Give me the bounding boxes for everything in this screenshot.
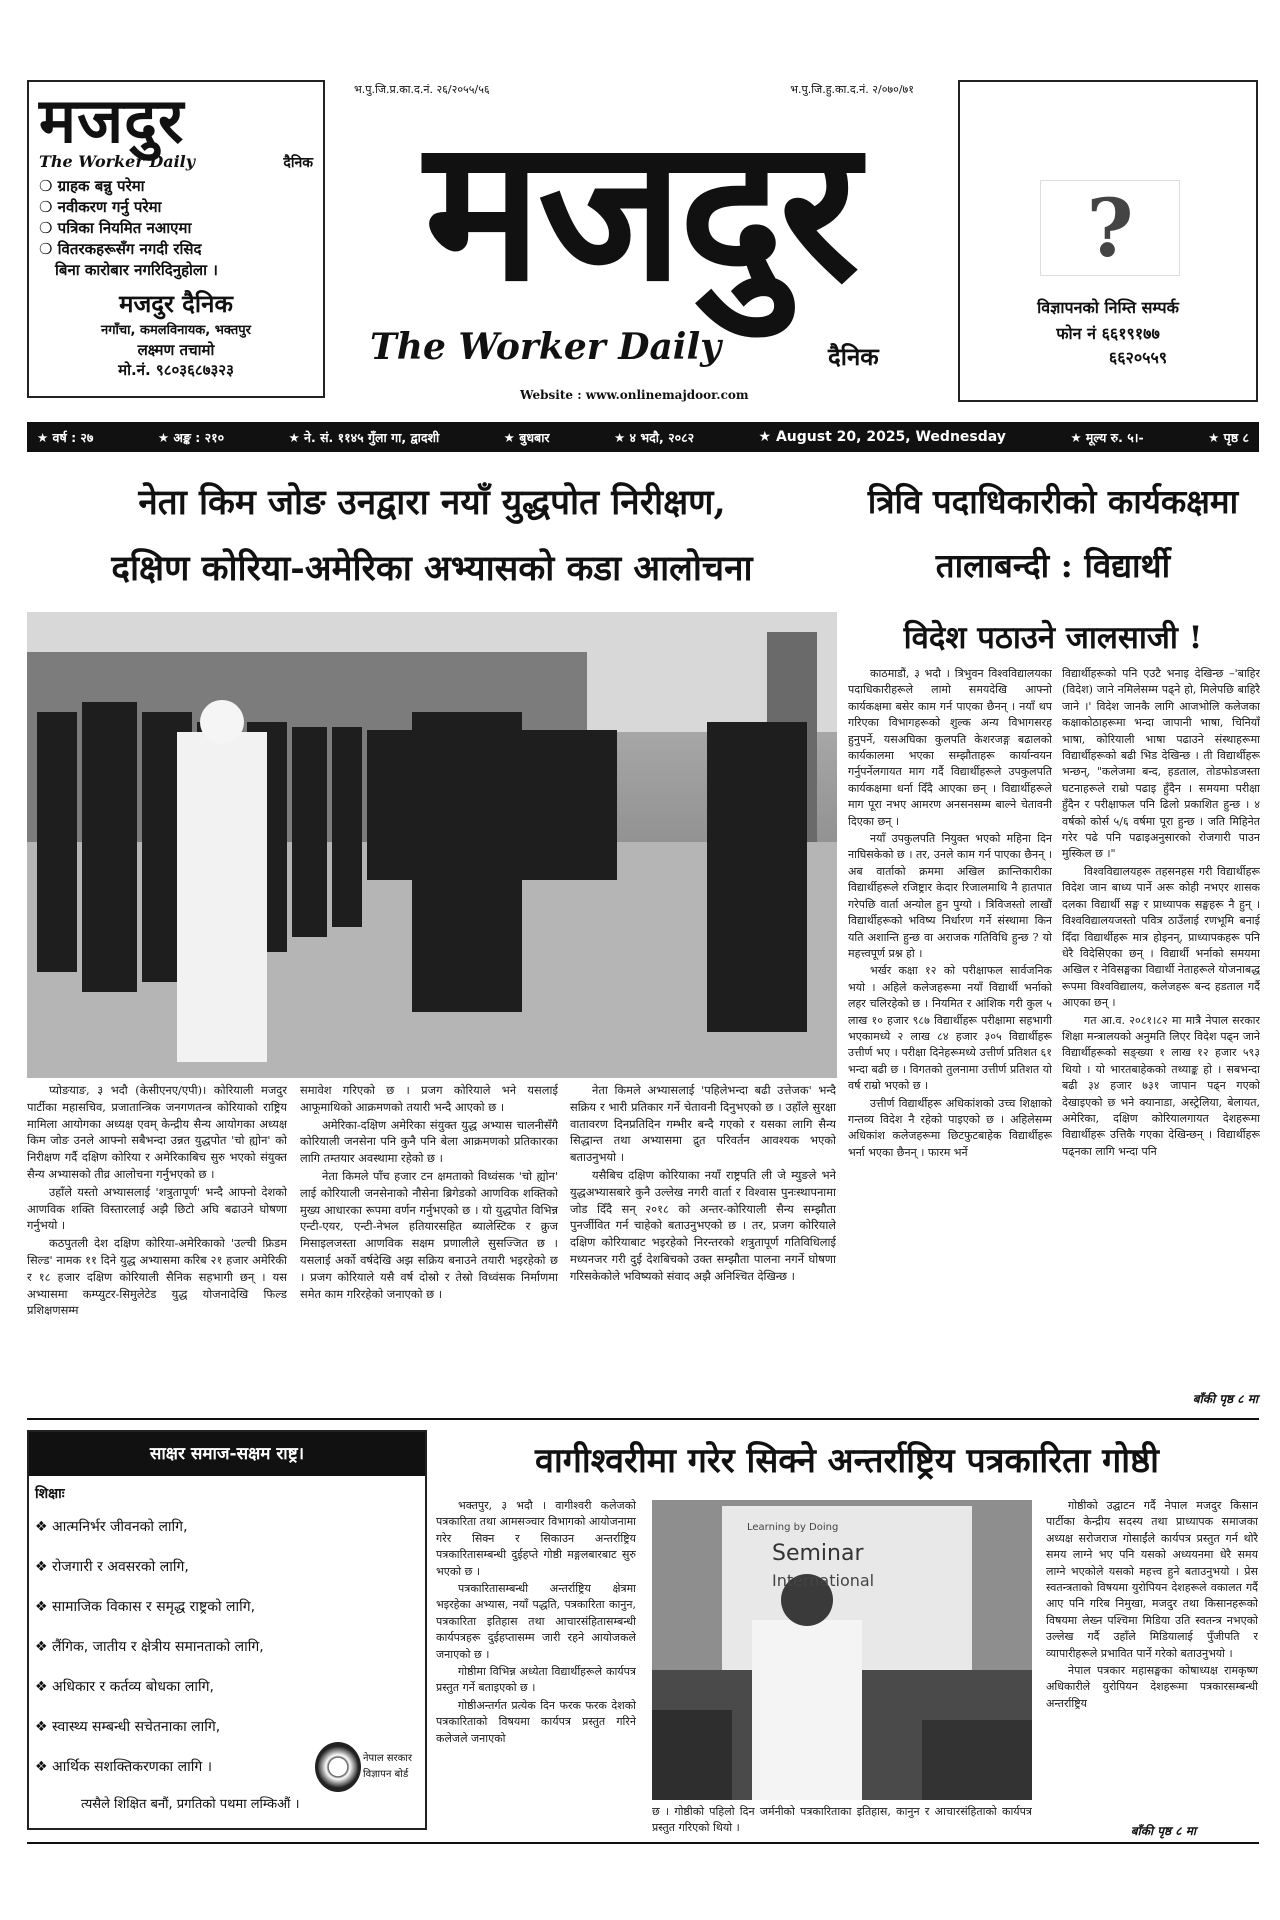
slide-text-1: Learning by Doing	[747, 1522, 839, 1533]
paragraph: भक्तपुर, ३ भदौ । वागीश्वरी कलेजको पत्रकारिता तथा आमसञ्चार विभागको आयोजनामा गरेर सिक्न र सिकाउन अन्तर्राष्ट्रिय पत्रकारितासम्बन्धी दुईहप्ते गोष्ठी मङ्गलबारबाट सुरु भएको छ ।	[436, 1499, 636, 1578]
story2-column-2	[1062, 666, 1260, 1388]
psa-title: साक्षर समाज-सक्षम राष्ट्र।	[29, 1432, 425, 1476]
paragraph: गोष्ठीमा विभिन्न अध्येता विद्यार्थीहरूले कार्यपत्र प्रस्तुत गर्ने बताइएको छ ।	[436, 1665, 636, 1695]
dateline-pages: ★ पृष्ठ ८	[1208, 429, 1249, 445]
story3-column-1	[436, 1498, 636, 1834]
story2-headline-line3: विदेश पठाउने जालसाजी !	[903, 620, 1203, 656]
paragraph: नेता किमले पाँच हजार टन क्षमताको विध्वंसक 'चो ह्योन' लाई कोरियाली जनसेनाको नौसेना ब्रिगेडको आणविक शक्तिको मुख्य आधारका रूपमा वर्णन गर्नुभएको छ । यो युद्धपोत विभिन्न एन्टी-एयर, एन्टी-नेभल हतियारसहित ब्यालेस्टिक र क्रुज मिसाइलजस्ता आणविक सक्षम प्रणालीले सुसज्जित छ । यसलाई अर्को वर्षदेखि अझ सक्रिय बनाउने तयारी भइरहेको छ । प्रजग कोरियाले यसै वर्ष दोस्रो र तेस्रो विध्वंसक निर्माणमा समेत काम गरिरहेको जनाएको छ ।	[300, 1168, 558, 1301]
paragraph: उत्तीर्ण विद्यार्थीहरू अधिकांशको उच्च शिक्षाको गन्तव्य विदेश नै रहेको पाइएको छ । अहिलेसम्म अधिकांश कलेजहरूमा छिटफुटबाहेक विद्यार्थीहरू भर्ना भएका छैनन् । फारम भर्ने	[848, 1096, 1052, 1159]
paragraph: यसैबिच दक्षिण कोरियाका नयाँ राष्ट्रपति ली जे म्युङले भने युद्धअभ्यासबारे कुनै उल्लेख नगरी वार्ता र विश्वास पुनःस्थापनामा जोड दिँदै सन् २०१८ को अन्तर-कोरियाली सैन्य सम्झौता पुनर्जीवित गर्न चाहेको बताउनुभएको छ । तर, प्रजग कोरियाले दक्षिण कोरियाबाट भइरहेको निरन्तरको शत्रुतापूर्ण गतिविधिलाई मध्यनजर गरी दुई देशबिचको उक्त सम्झौता पालना नगर्ने घोषणा गरिसकेकोले भविष्यको संवाद अझै अनिश्चित देखिन्छ ।	[570, 1167, 836, 1283]
story3-column-3	[1046, 1498, 1258, 1820]
ad-list-item: ❍ नवीकरण गर्नु परेमा	[39, 198, 162, 216]
masthead-title: मजदुर	[424, 95, 856, 325]
story3-continued: बाँकी पृष्ठ ८ मा	[1130, 1824, 1196, 1838]
ad-list-item: ❍ पत्रिका नियमित नआएमा	[39, 219, 192, 237]
ad-list-item: ❍ ग्राहक बन्नु परेमा	[39, 177, 145, 195]
ad-person: लक्ष्मण तचामो	[137, 341, 215, 359]
story1-column-3	[570, 1082, 836, 1412]
bottom-rule	[27, 1842, 1259, 1844]
registration-right: भ.पु.जि.हु.का.द.नं. २/०७०/७१	[790, 83, 914, 96]
paragraph: समावेश गरिएको छ । प्रजग कोरियाले भने यसलाई आफूमाथिको आक्रमणको तयारी भन्दै आएको छ ।	[300, 1083, 558, 1114]
question-mark-icon: ?	[1086, 181, 1134, 275]
literacy-psa-box	[27, 1430, 427, 1830]
ad-logo-sub: The Worker Daily	[39, 152, 196, 171]
paragraph: पत्रकारितासम्बन्धी अन्तर्राष्ट्रिय क्षेत्रमा भइरहेका अभ्यास, नयाँ पद्धति, पत्रकारिता कानुन, पत्रकारिता इतिहास तथा आचारसंहितासम्बन्धी कार्यपत्रहरू दुईहप्तासम्म जारी रहने आयोजकले जनाएको छ ।	[436, 1582, 636, 1661]
story2-column-1	[848, 666, 1052, 1406]
ad-contact-line2: फोन नं ६६१९१७७	[1056, 324, 1160, 343]
caption: छ । गोष्ठीको पहिलो दिन जर्मनीको पत्रकारिताका इतिहास, कानुन र आचारसंहिताको कार्यपत्र प्रस्तुत गरिएको थियो ।	[652, 1805, 1032, 1835]
dateline-price: ★ मूल्य रु. ५।-	[1070, 429, 1144, 445]
seminar-illustration	[652, 1500, 1032, 1800]
psa-item: ❖ आर्थिक सशक्तिकरणका लागि ।	[35, 1759, 213, 1775]
seminar-photo	[652, 1500, 1032, 1800]
subscription-ad	[27, 80, 325, 398]
ad-logo: मजदुर	[39, 84, 185, 157]
paragraph: गोष्ठीअन्तर्गत प्रत्येक दिन फरक फरक देशको पत्रकारिताको विषयमा कार्यपत्र प्रस्तुत गरिने कलेजले जनाएको	[436, 1698, 636, 1745]
masthead-daily: दैनिक	[828, 343, 879, 371]
paragraph: नेता किमले अभ्यासलाई 'पहिलेभन्दा बढी उत्तेजक' भन्दै सक्रिय र भारी प्रतिकार गर्ने चेतावनी दिनुभएको छ । उहाँले सुरक्षा वातावरण दिनप्रतिदिन गम्भीर बन्दै गएको र यसका लागि सैन्य सिद्धान्त तथा अभ्यासमा द्रुत परिवर्तन आवश्यक भएको बताउनुभयो ।	[570, 1083, 836, 1165]
question-figure-image	[1040, 180, 1180, 276]
psa-item: ❖ सामाजिक विकास र समृद्ध राष्ट्रको लागि,	[35, 1599, 256, 1615]
ad-address: नगाँचा, कमलविनायक, भक्तपुर	[101, 323, 251, 338]
masthead-website: Website : www.onlinemajdoor.com	[520, 388, 749, 402]
ad-list-item: ❍ वितरकहरूसँग नगदी रसिद	[39, 240, 202, 258]
paragraph: प्योङयाङ, ३ भदौ (केसीएनए/एपी)। कोरियाली मजदुर पार्टीका महासचिव, प्रजातान्त्रिक जनगणतन्त्र कोरियाको राष्ट्रिय मामिला आयोगका अध्यक्ष एवम् केन्द्रीय सैन्य आयोगका अध्यक्ष किम जोङ उनले आफ्नो सबैभन्दा उन्नत युद्धपोत 'चो ह्योन' को निरीक्षण गर्दै दक्षिण कोरिया र अमेरिकाबिच सुरु भएको संयुक्त सैन्य अभ्यासको तीव्र आलोचना गर्नुभएको छ ।	[27, 1083, 287, 1181]
paragraph: गत आ.व. २०८१।८२ मा मात्रै नेपाल सरकार शिक्षा मन्त्रालयको अनुमति लिएर विदेश पढ्न जाने विद्यार्थीहरूको सङ्ख्या १ लाख १२ हजार ५९३ थियो । यो भारतबाहेकको तथ्याङ्क हो । सबभन्दा बढी ३४ हजार ७३१ जापान पढ्न गएको देखाइएको छ भने क्यानाडा, अस्ट्रेलिया, बेलायत, अमेरिका, दक्षिण कोरियालगायत देशहरूमा विद्यार्थीहरू उत्तिकै गएका देखिन्छन् । विद्यार्थीहरू पढ्नका लागि भन्दा पनि	[1062, 1013, 1260, 1158]
slide-text-3: International	[772, 1571, 875, 1590]
ad-mobile: मो.नं. ९८०३६८७३२३	[118, 361, 234, 379]
government-seal-icon	[315, 1742, 361, 1792]
story2-headline-line2: तालाबन्दी : विद्यार्थी	[935, 546, 1171, 585]
paragraph: नयाँ उपकुलपति नियुक्त भएको महिना दिन नाघिसकेको छ । तर, उनले काम गर्न पाएका छैनन् । अब वार्ताको क्रममा अखिल क्रान्तिकारीका विद्यार्थीहरूले रजिष्ट्रार केदार रिजालमाथि नै हातपात गरेपछि वार्ता अन्योल हुन पुग्यो । त्रिविजस्तो लाखौं विद्यार्थीहरूको भविष्य निर्धारण गर्ने संस्थामा किन यति अशान्ति हुन्छ वा अराजक गतिविधि हुन्छ ? यो महत्त्वपूर्ण प्रश्न हो ।	[848, 832, 1052, 960]
dateline-day: ★ बुधबार	[503, 429, 550, 445]
psa-item: ❖ रोजगारी र अवसरको लागि,	[35, 1559, 189, 1575]
registration-left: भ.पु.जि.प्र.का.द.नं. २६/२०५५/५६	[354, 83, 490, 96]
seal-text-2: विज्ञापन बोर्ड	[363, 1769, 409, 1780]
dateline-bar	[27, 422, 1259, 452]
ad-logo-tag: दैनिक	[283, 155, 313, 171]
psa-label: शिक्षाः	[35, 1486, 65, 1502]
paragraph: गोष्ठीको उद्घाटन गर्दै नेपाल मजदुर किसान पार्टीका केन्द्रीय सदस्य तथा प्राध्यापक समाजका अध्यक्ष सरोजराज गोसाईंले कार्यपत्र प्रस्तुत गर्न थोरै समय लाग्ने भए पनि यसको अध्ययनमा धेरै समय लाग्ने भएकोले यसको महत्त्व हुने बताउनुभयो । प्रेस स्वतन्त्रताको विषयमा युरोपियन देशहरूले वकालत गर्दै आए पनि गरिब निमुखा, मजदुर तथा किसानहरूको विषयमा लेख्न पश्चिमा मिडिया उति स्वतन्त्र नभएको उल्लेख गर्दै उहाँले मिडियालाई पुँजीपति र व्यापारीहरूले प्रभावित पार्ने गरेको बताउनुभयो ।	[1046, 1499, 1258, 1660]
psa-item: ❖ आत्मनिर्भर जीवनको लागि,	[35, 1519, 188, 1535]
story3-headline: वागीश्वरीमा गरेर सिक्ने अन्तर्राष्ट्रिय पत्रकारिता गोष्ठी	[535, 1441, 1159, 1481]
story1-headline-line1: नेता किम जोङ उनद्वारा नयाँ युद्धपोत निरीक्षण,	[138, 482, 726, 523]
story1-headline	[27, 470, 837, 602]
advertisement-contact-box	[958, 80, 1258, 402]
story1-headline-line2: दक्षिण कोरिया-अमेरिका अभ्यासको कडा आलोचना	[111, 548, 753, 589]
dateline-issue: ★ अङ्क : २१०	[157, 429, 225, 445]
dateline-date-np: ★ ४ भदौ, २०८२	[613, 429, 695, 445]
psa-item: ❖ लैंगिक, जातीय र क्षेत्रीय समानताको लागि,	[35, 1639, 264, 1655]
paragraph: विश्वविद्यालयहरू तहसनहस गरी विद्यार्थीहरू विदेश जान बाध्य पार्ने अरू कोही नभएर शासक दलका विद्यार्थी सङ्घ र प्राध्यापक सङ्घहरू नै हुन् । विश्वविद्यालयजस्तो पवित्र ठाउँलाई रणभूमि बनाई दिँदा विद्यार्थीहरू मात्र होइनन्, प्राध्यापकहरू पनि धेरै विदेसिएका छन् । विद्यार्थी भर्नाको समयमा अखिल र नेविसङ्घका विद्यार्थी नेताहरूले योजनाबद्ध रूपमा विश्वविद्यालय, कलेजहरू बन्द हडताल गर्दै आएका छन् ।	[1062, 864, 1260, 1010]
paragraph: नेपाल पत्रकार महासङ्घका कोषाध्यक्ष रामकृष्ण अधिकारीले युरोपियन देशहरूमा पत्रकारसम्बन्धी अन्तर्राष्ट्रिय	[1046, 1664, 1258, 1710]
ad-contact-line3: ६६२०५५९	[1108, 348, 1168, 367]
psa-slogan: त्यसैले शिक्षित बनौं, प्रगतिको पथमा लम्किऔं ।	[81, 1797, 300, 1812]
dateline-ns: ★ ने. सं. ११४५ गुँला गा, द्वादशी	[288, 429, 440, 445]
dateline-year: ★ वर्ष : २७	[37, 429, 94, 445]
psa-item: ❖ स्वास्थ्य सम्बन्धी सचेतनाका लागि,	[35, 1719, 221, 1735]
section-divider	[27, 1418, 1259, 1420]
paragraph: काठमाडौं, ३ भदौ । त्रिभुवन विश्वविद्यालयका पदाधिकारीहरूले लामो समयदेखि आफ्नो कार्यकक्षमा बसेर काम गर्न पाएका छैनन् । नयाँ थप गरिएका विभागहरूको शुल्क अन्य विभागसरह हुनुपर्ने, यसअघिका कुलपति केशरजङ्ग बढालको कार्यकालमा भएका सम्झौताहरू कार्यान्वयन गर्नुपर्नेलगायत माग गर्दै विद्यार्थीहरूले उपकुलपति कार्यकक्षमा धर्ना दिँदै आएका छन् । विद्यार्थीहरूले माग पूरा नभए आमरण अनसनसम्म बाल्ने चेतावनी दिएका छन् ।	[848, 667, 1052, 828]
photo-illustration	[27, 612, 837, 1078]
ad-name: मजदुर दैनिक	[119, 290, 233, 318]
dateline-date-en: ★ August 20, 2025, Wednesday	[758, 429, 1006, 445]
masthead	[340, 78, 940, 408]
ad-note: बिना कारोबार नगरिदिनुहोला ।	[55, 261, 218, 279]
paragraph: भर्खर कक्षा १२ को परीक्षाफल सार्वजनिक भयो । अहिले कलेजहरूमा नयाँ विद्यार्थी भर्नाको लहर चलिरहेको छ । नियमित र आंशिक गरी कुल ५ लाख १० हजार ९८७ विद्यार्थीहरू परीक्षामा सहभागी भएकामध्ये २ लाख ८४ हजार ३०५ विद्यार्थीहरू उत्तीर्ण भए । परीक्षा दिनेहरूमध्ये उत्तीर्ण प्रतिशत ६१ भन्दा बढी छ । विगतको तुलनामा उत्तीर्ण प्रतिशत यो वर्ष राम्रो भएको छ ।	[848, 964, 1052, 1093]
paragraph: विद्यार्थीहरूको पनि एउटै भनाइ देखिन्छ –'बाहिर (विदेश) जाने नमिलेसम्म पढ्ने हो, मिलेपछि बाहिरै जाने ।' विदेश जानकै लागि आजभोलि कलेजका कक्षाकोठाहरूमा भन्दा जापानी भाषा, चिनियाँ भाषा, कोरियाली भाषा पढाउने संस्थाहरूमा विद्यार्थीहरूको बढी भिड देखिन्छ । ती विद्यार्थीहरू भन्छन्, "कलेजमा बन्द, हडताल, तोडफोडजस्ता घटनाहरूले राम्रो पढाइ हुँदैन । समयमा परीक्षा हुँदैन र परीक्षाफल पनि ढिलो प्रकाशित हुन्छ । ४ वर्षको कोर्स ५/६ वर्षमा पूरा हुन्छ । जति मिहिनेत गरेर पढे पनि पढाइअनुसारको रोजगारी पाउन मुस्किल छ ।"	[1062, 667, 1260, 861]
kim-warship-inspection-photo	[27, 612, 837, 1078]
psa-item: ❖ अधिकार र कर्तव्य बोधका लागि,	[35, 1679, 214, 1695]
story1-column-1	[27, 1082, 287, 1412]
paragraph: कठपुतली देश दक्षिण कोरिया-अमेरिकाको 'उल्ची फ्रिडम सिल्ड' नामक ११ दिने युद्ध अभ्यासमा करिब २१ हजार अमेरिकी र १८ हजार दक्षिण कोरियाली सैनिक सहभागी छन् । यस अभ्यासमा कम्प्युटर-सिमुलेटेड युद्ध योजनादेखि फिल्ड प्रशिक्षणसम्म	[27, 1236, 287, 1318]
paragraph: अमेरिका-दक्षिण अमेरिका संयुक्त युद्ध अभ्यास चालनीसँगै कोरियाली जनसेना पनि कुनै पनि बेला आक्रमणको प्रतिकारका लागि तम्तयार अवस्थामा रहेको छ ।	[300, 1117, 558, 1166]
slide-text-2: Seminar	[772, 1541, 864, 1566]
paragraph: उहाँले यस्तो अभ्यासलाई 'शत्रुतापूर्ण' भन्दै आफ्नो देशको आणविक शक्ति विस्तारलाई अझै छिटो अघि बढाउने घोषणा गर्नुभयो ।	[27, 1184, 287, 1233]
masthead-subtitle: The Worker Daily	[370, 326, 722, 368]
seal-text-1: नेपाल सरकार	[363, 1753, 412, 1764]
ad-contact-line1: विज्ञापनको निम्ति सम्पर्क	[1037, 298, 1179, 317]
story1-column-2	[300, 1082, 558, 1412]
story2-continued: बाँकी पृष्ठ ८ मा	[1192, 1392, 1258, 1406]
story2-headline	[848, 470, 1258, 670]
story2-headline-line1: त्रिवि पदाधिकारीको कार्यकक्षमा	[867, 482, 1239, 521]
story3-photo-caption	[652, 1804, 1032, 1840]
